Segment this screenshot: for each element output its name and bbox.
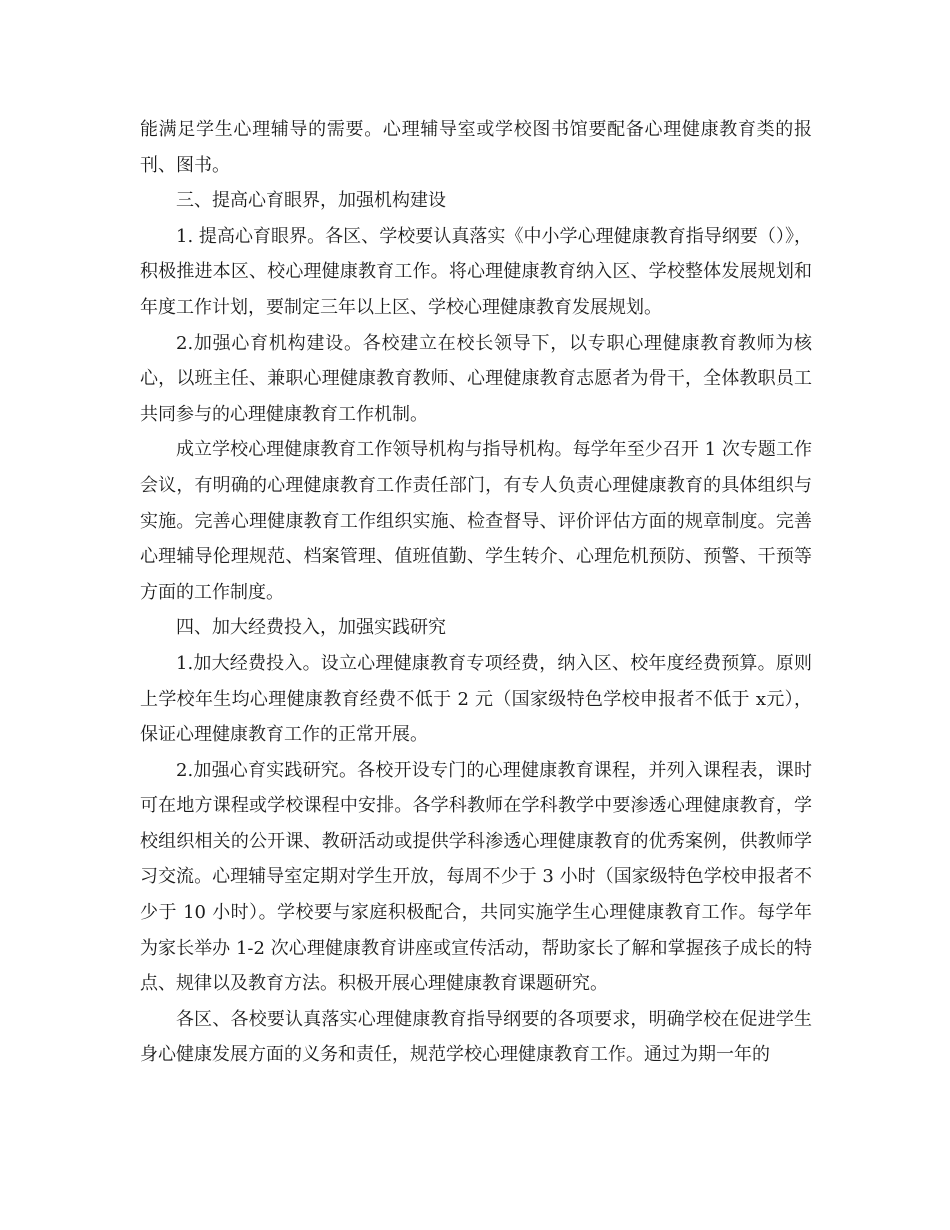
paragraph-3-2: 2.加强心育机构建设。各校建立在校长领导下，以专职心理健康教育教师为核心，以班主任、兼职心理健康教育教师、心理健康教育志愿者为骨干，全体教职员工共同参与的心理健康教育工作机制。 — [140, 332, 812, 425]
section-heading-3: 三、提高心育眼界，加强机构建设 — [176, 190, 446, 212]
paragraph-3-1: 1. 提高心育眼界。各区、学校要认真落实《中小学心理健康教育指导纲要（）》， 积极推进本区、校心理健康教育工作。将心理健康教育纳入区、学校整体发展规划和年度工作计划，要制定三年以上区、学校心理健康教育发展规划。 — [140, 225, 812, 318]
section-heading-4: 四、加大经费投入，加强实践研究 — [176, 617, 446, 639]
paragraph-4-1: 1.加大经费投入。设立心理健康教育专项经费，纳入区、校年度经费预算。原则上学校年生均心理健康教育经费不低于 2 元（国家级特色学校申报者不低于 x元），保证心理健康教育工作的正常开展。 — [140, 652, 812, 746]
document-body — [140, 112, 812, 1073]
paragraph-closing: 各区、各校要认真落实心理健康教育指导纲要的各项要求，明确学校在促进学生身心健康发展方面的义务和责任，规范学校心理健康教育工作。通过为期一年的 — [140, 1008, 812, 1066]
paragraph-4-2: 2.加强心育实践研究。各校开设专门的心理健康教育课程，并列入课程表，课时可在地方课程或学校课程中安排。各学科教师在学科教学中要渗透心理健康教育，学校组织相关的公开课、教研活动或提供学科渗透心理健康教育的优秀案例，供教师学习交流。心理辅导室定期对学生开放，每周不少于 3 小时（国家级特色学校申报者不少于 10 小时）。学校要与家庭积极配合，共同实施学生心理健康教育工作。每学年为家长举办 1-2 次心理健康教育讲座或宣传活动，帮助家长了解和掌握孩子成长的特点、规律以及教育方法。积极开展心理健康教育课题研究。 — [140, 759, 812, 995]
paragraph-3-2-detail: 成立学校心理健康教育工作领导机构与指导机构。每学年至少召开 1 次专题工作会议，有明确的心理健康教育工作责任部门，有专人负责心理健康教育的具体组织与实施。完善心理健康教育工作组织实施、检查督导、评价评估方面的规章制度。完善心理辅导伦理规范、档案管理、值班值勤、学生转介、心理危机预防、预警、干预等方面的工作制度。 — [140, 439, 812, 603]
paragraph-continuation: 能满足学生心理辅导的需要。心理辅导室或学校图书馆要配备心理健康教育类的报刊、图书。 — [140, 119, 812, 176]
